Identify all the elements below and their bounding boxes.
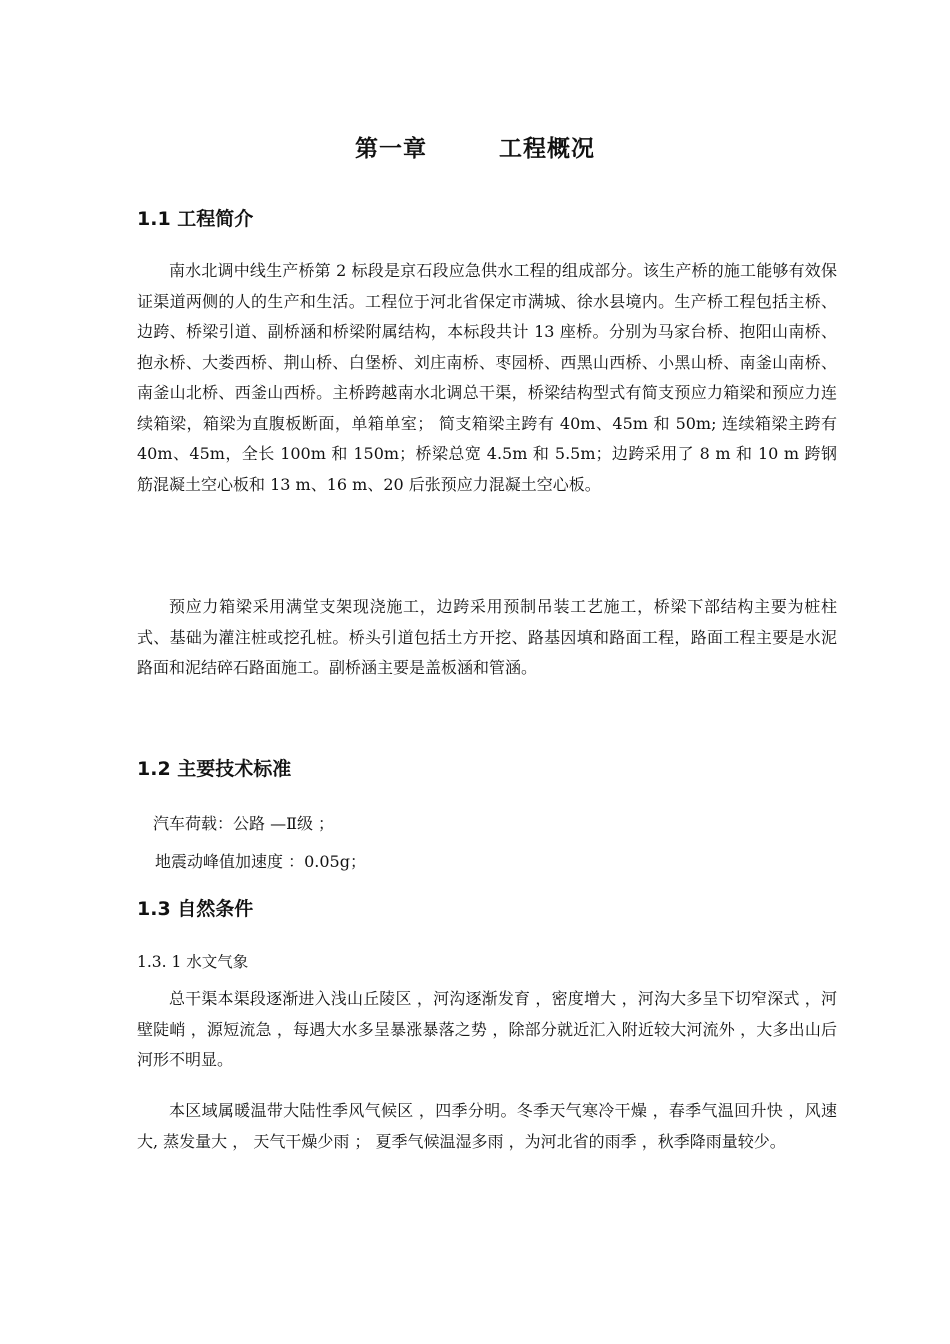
paragraph-construction-method: 预应力箱梁采用满堂支架现浇施工，边跨采用预制吊装工艺施工，桥梁下部结构主要为桩柱式、基础为灌注桩或挖孔桩。桥头引道包括土方开挖、路基因填和路面工程，路面工程主要是水泥路面和泥结碎石路面施工。副桥涵主要是盖板涵和管涵。 <box>137 597 837 677</box>
paragraph-project-intro: 南水北调中线生产桥第 2 标段是京石段应急供水工程的组成部分。该生产桥的施工能够有效保证渠道两侧的人的生产和生活。工程位于河北省保定市满城、徐水县境内。生产桥工程包括主桥、边跨、桥梁引道、副桥涵和桥梁附属结构，本标段共计 13 座桥。分别为马家台桥、抱阳山南桥、抱永桥、大娄西桥、荆山桥、白堡桥、刘庄南桥、枣园桥、西黑山西桥、小黑山桥、南釜山南桥、南釜山北桥、西釜山西桥。主桥跨越南水北调总干渠，桥梁结构型式有简支预应力箱梁和预应力连续箱梁，箱梁为直腹板断面，单箱单室； 简支箱梁主跨有 40m、45m 和 50m; 连续箱梁主跨有 40m、45m，全长 100m 和 150m；桥梁总宽 4.5m 和 5.5m；边跨采用了 8 m 和 10 m 跨钢筋混凝土空心板和 13 m、16 m、20 后张预应力混凝土空心板。 <box>137 261 837 494</box>
standard-vehicle-load: 汽车荷载：公路 —Ⅱ级 ； <box>153 814 335 833</box>
section-heading-1-3: 1.3 自然条件 <box>137 898 254 920</box>
paragraph-climate: 本区域属暖温带大陆性季风气候区 ，四季分明。冬季天气寒冷干燥 ，春季气温回升快 ，风速大, 蒸发量大 ， 天气干燥少雨 ； 夏季气候温湿多雨 ，为河北省的雨季 ，秋季降雨量较少。 <box>137 1101 837 1151</box>
section-heading-1-2: 1.2 主要技术标准 <box>137 758 292 780</box>
paragraph-hydrology: 总干渠本渠段逐渐进入浅山丘陵区 ，河沟逐渐发育 ，密度增大 ，河沟大多呈下切窄深式 ，河壁陡峭 ，源短流急 ，每遇大水多呈暴涨暴落之势 ，除部分就近汇入附近较大河流外 ，大多出山后 河形不明显。 <box>137 989 837 1069</box>
chapter-title: 第一章 工程概况 <box>354 136 596 162</box>
standard-seismic-acceleration: 地震动峰值加速度 ：0.05g； <box>155 852 366 871</box>
subsection-heading-hydrology: 1.3. 1 水文气象 <box>137 953 249 971</box>
section-heading-1-1: 1.1 工程简介 <box>137 208 254 230</box>
